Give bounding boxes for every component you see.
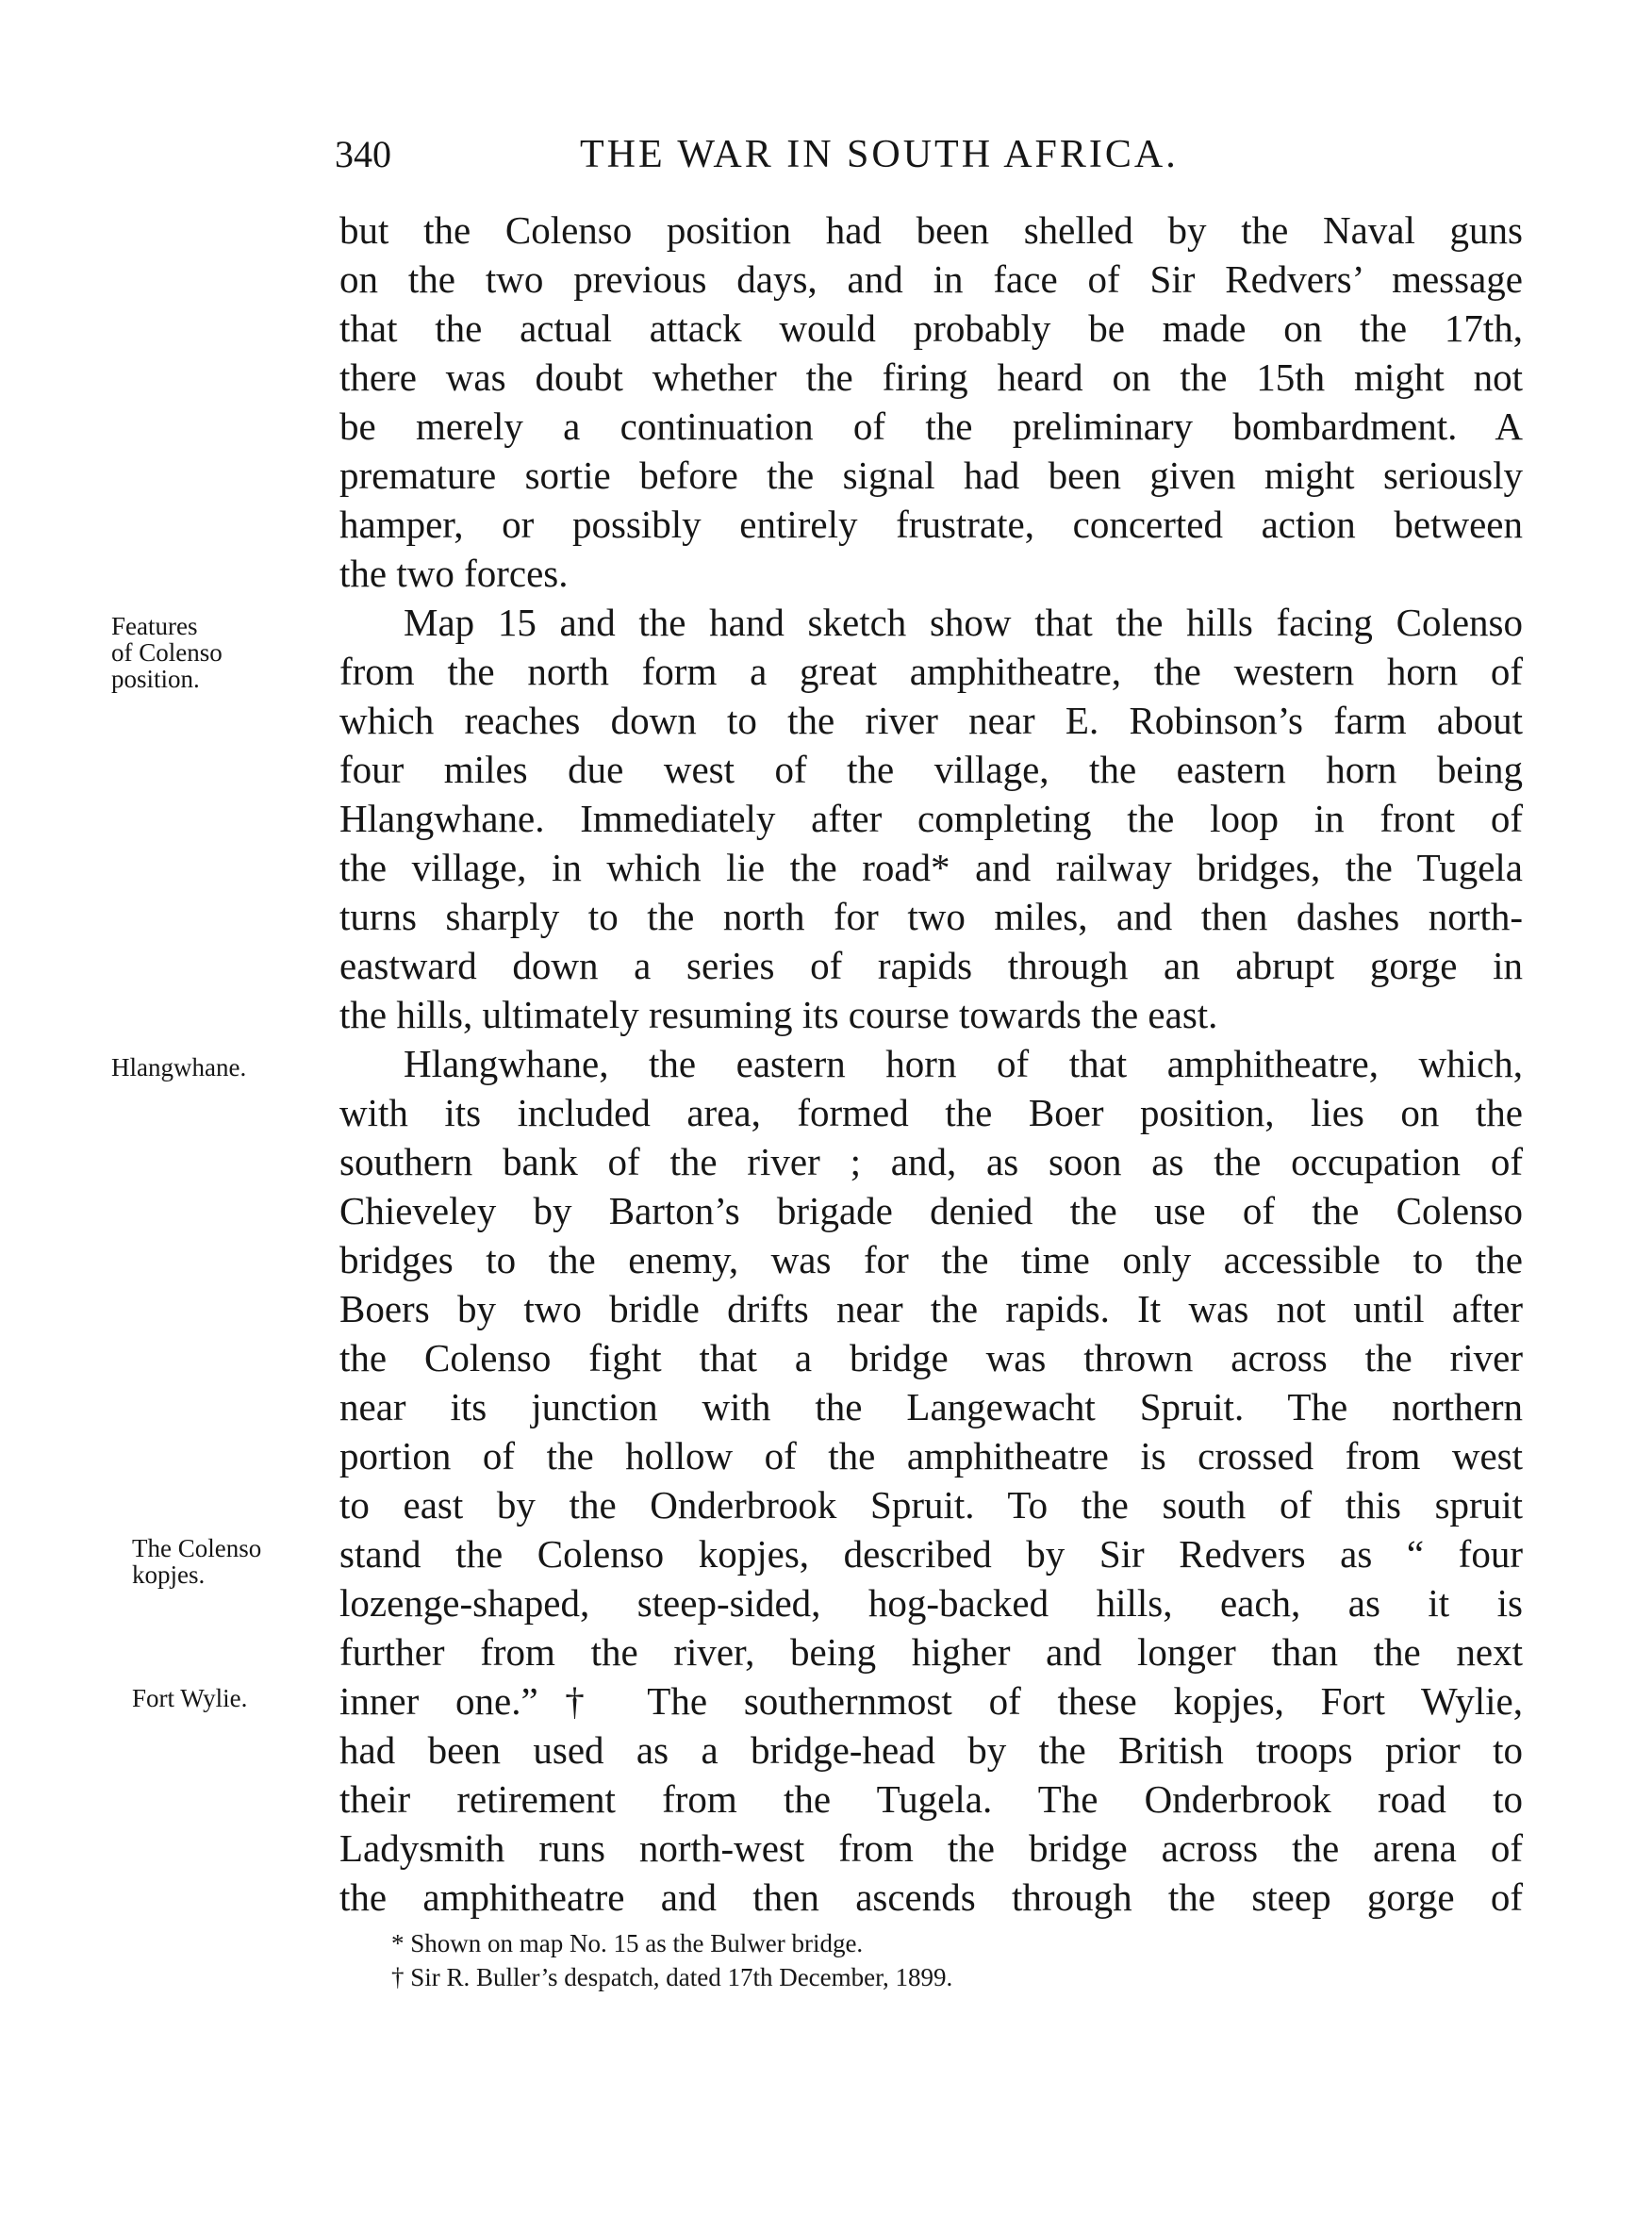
text-line: near its junction with the Langewacht Spruit. The northern [339,1385,1523,1428]
margin-note-features [111,613,319,692]
margin-note-line: Fort Wylie. [132,1684,248,1712]
running-title: THE WAR IN SOUTH AFRICA. [580,133,1179,176]
text-line: inner one.”† The southernmost of these kopjes, Fort Wylie, [339,1679,1523,1723]
text-line: Hlangwhane, the eastern horn of that amphitheatre, which, [404,1042,1523,1085]
margin-note-hlangwhane [111,1054,319,1081]
text-line: but the Colenso position had been shelled by the Naval guns [339,208,1523,252]
text-line: lozenge-shaped, steep-sided, hog-backed hills, each, as it is [339,1581,1523,1625]
text-line: to east by the Onderbrook Spruit. To the south of this spruit [339,1483,1523,1527]
text-line: stand the Colenso kopjes, described by Sir Redvers as “ four [339,1532,1523,1576]
margin-note-line: position. [111,665,200,693]
text-line: that the actual attack would probably be made on the 17th, [339,306,1523,350]
body-text [339,206,1523,1922]
text-line: Ladysmith runs north-west from the bridge across the arena of [339,1826,1523,1870]
margin-note-line: of Colenso [111,638,223,667]
text-line: the Colenso fight that a bridge was thrown across the river [339,1336,1523,1379]
text-line: which reaches down to the river near E. Robinson’s farm about [339,699,1523,742]
text-line: four miles due west of the village, the eastern horn being [339,748,1523,791]
text-line: hamper, or possibly entirely frustrate, concerted action between [339,503,1523,546]
page-header [335,132,1532,189]
text-line: with its included area, formed the Boer position, lies on the [339,1091,1523,1134]
text-line: the amphitheatre and then ascends through the steep gorge of [339,1875,1523,1919]
text-line: turns sharply to the north for two miles, and then dashes north- [339,895,1523,938]
footnotes [391,1926,952,1994]
margin-note-colenso-kopjes [132,1535,339,1588]
text-line: portion of the hollow of the amphitheatre is crossed from west [339,1434,1523,1478]
text-line: the two forces. [339,552,569,595]
text-line: on the two previous days, and in face of Sir Redvers’ message [339,257,1523,301]
text-line: from the north form a great amphitheatre, the western horn of [339,650,1523,693]
page-number: 340 [335,133,391,175]
footnote-bulwer-bridge: * Shown on map No. 15 as the Bulwer bridge. [391,1929,864,1957]
text-line: eastward down a series of rapids through an abrupt gorge in [339,944,1523,987]
text-line: be merely a continuation of the preliminary bombardment. A [339,405,1523,448]
margin-note-line: Hlangwhane. [111,1053,247,1081]
text-line: the village, in which lie the road* and railway bridges, the Tugela [339,846,1523,889]
text-line: had been used as a bridge-head by the British troops prior to [339,1728,1523,1772]
text-line: Boers by two bridle drifts near the rapids. It was not until after [339,1287,1523,1330]
text-line: the hills, ultimately resuming its course towards the east. [339,993,1218,1036]
margin-note-fort-wylie [132,1685,339,1711]
margin-note-line: kopjes. [132,1560,206,1589]
margin-note-line: Features [111,612,198,640]
text-line: premature sortie before the signal had been given might seriously [339,454,1523,497]
text-line: Hlangwhane. Immediately after completing the loop in front of [339,797,1523,840]
margin-note-line: The Colenso [132,1534,262,1562]
footnote-buller-despatch: † Sir R. Buller’s despatch, dated 17th December, 1899. [391,1963,953,1991]
text-line: their retirement from the Tugela. The Onderbrook road to [339,1777,1523,1821]
text-line: Chieveley by Barton’s brigade denied the use of the Colenso [339,1189,1523,1232]
text-line: southern bank of the river ; and, as soon as the occupation of [339,1140,1523,1183]
text-line: further from the river, being higher and longer than the next [339,1630,1523,1674]
text-line: Map 15 and the hand sketch show that the hills facing Colenso [404,601,1523,644]
text-line: there was doubt whether the firing heard on the 15th might not [339,355,1523,399]
text-line: bridges to the enemy, was for the time only accessible to the [339,1238,1523,1281]
